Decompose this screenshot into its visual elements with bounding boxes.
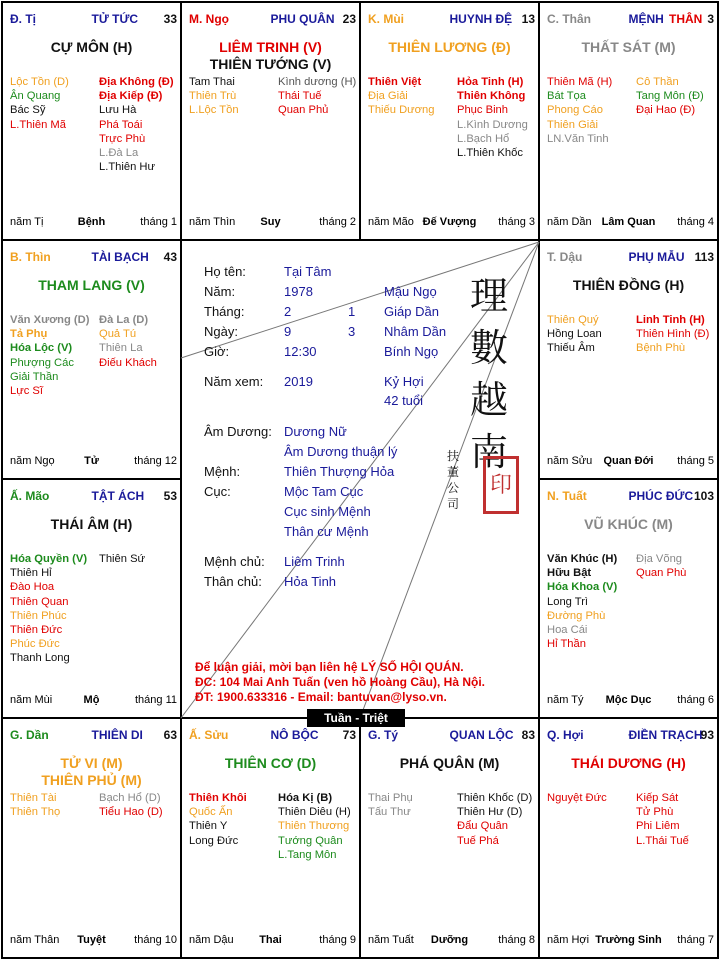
truong-sinh-stage: Quan Đới [603, 455, 654, 467]
palace-cell [181, 2, 360, 240]
left-stars [547, 75, 612, 146]
right-stars [99, 75, 174, 174]
minor-star: Thiên Hỉ [10, 567, 52, 580]
hour-can-chi: Bính Ngọ [384, 344, 439, 359]
minor-star: Phục Binh [457, 104, 508, 117]
minor-star: L.Lộc Tồn [189, 104, 239, 117]
minor-star: Tử Phù [636, 806, 674, 819]
main-star: THIÊN PHỦ (M) [41, 772, 142, 788]
palace-header [360, 728, 539, 748]
month-value-lunar: 1 [348, 304, 356, 319]
dai-van-number: 33 [163, 12, 177, 26]
minor-star: Bạch Hổ (D) [99, 792, 161, 804]
red-seal-stamp [483, 456, 519, 514]
minor-star: Quả Tú [99, 328, 137, 341]
menh-chu-label: Mệnh chủ: [204, 554, 265, 569]
left-stars [547, 791, 607, 805]
minor-star: Hữu Bật [547, 567, 592, 580]
cuc-note: Cục sinh Mệnh [284, 504, 371, 519]
palace-cell [539, 2, 718, 240]
dai-van-number: 113 [694, 250, 714, 264]
minor-star: Hoa Cái [547, 624, 588, 637]
minor-star: Lưu Hà [99, 104, 137, 117]
palace-label: QUAN LỘC [449, 728, 514, 742]
right-stars [99, 552, 145, 566]
main-star: TỬ VI (M) [60, 755, 123, 771]
minor-star: Tuế Phá [457, 834, 499, 847]
minor-star: Hóa Khoa (V) [547, 581, 618, 594]
minor-star: L.Thiên Khốc [457, 147, 523, 160]
palace-header [2, 728, 181, 748]
left-stars [368, 75, 434, 118]
left-stars [10, 552, 87, 666]
main-star: THAM LANG (V) [38, 277, 145, 293]
minor-star: Hóa Kị (B) [278, 792, 333, 804]
can-chi: N. Tuất [547, 489, 587, 503]
main-stars [2, 39, 181, 56]
palace-label: HUYNH ĐỆ [449, 12, 513, 26]
right-stars [457, 75, 528, 160]
minor-star: Thiên Hư (D) [457, 806, 523, 819]
palace-year: năm Mão [368, 216, 414, 228]
palace-year: năm Dần [547, 216, 592, 228]
palace-label: NÔ BỘC [270, 728, 319, 742]
palace-label: MỆNH [628, 12, 664, 26]
palace-label: TÀI BẠCH [91, 250, 149, 264]
minor-star: Bác Sỹ [10, 104, 46, 117]
main-stars [539, 39, 718, 56]
minor-star: Thiên Y [189, 820, 228, 833]
left-stars [189, 75, 239, 118]
right-stars [457, 791, 532, 848]
dai-van-number: 13 [521, 12, 535, 26]
day-label: Ngày: [204, 324, 238, 339]
minor-star: Đẩu Quân [457, 820, 508, 833]
main-stars [539, 755, 718, 772]
palace-month: tháng 5 [677, 455, 714, 467]
minor-star: Điếu Khách [99, 356, 157, 369]
palace-footer [360, 934, 539, 948]
am-duong-label: Âm Dương: [204, 424, 272, 439]
minor-star: Giải Thần [10, 370, 59, 383]
right-stars [99, 313, 157, 370]
minor-star: L.Thái Tuế [636, 834, 689, 847]
minor-star: Thiên Đức [10, 624, 63, 637]
palace-year: năm Hợi [547, 934, 590, 946]
minor-star: Thái Tuế [278, 90, 322, 103]
palace-month: tháng 2 [319, 216, 356, 228]
than-chu-value: Hỏa Tinh [284, 574, 337, 589]
main-star: THIÊN TƯỚNG (V) [209, 56, 332, 72]
minor-star: Tả Phụ [10, 328, 48, 341]
hour-label: Giờ: [204, 344, 230, 359]
dai-van-number: 53 [163, 489, 177, 503]
minor-star: Tiểu Hao (D) [99, 806, 163, 819]
main-stars [2, 516, 181, 533]
cuc-label: Cục: [204, 484, 231, 499]
contact-line: Để luận giải, mời bạn liên hệ LÝ SỐ HỘI QUÁN. [195, 660, 464, 674]
palace-month: tháng 8 [498, 934, 535, 946]
age-value: 42 tuổi [384, 393, 424, 408]
year-label: Năm: [204, 284, 236, 299]
minor-star: Hóa Lộc (V) [10, 342, 73, 355]
main-stars [539, 516, 718, 533]
minor-star: Quốc Ấn [189, 806, 233, 819]
palace-header [2, 12, 181, 32]
main-stars [181, 755, 360, 772]
palace-footer [2, 455, 181, 469]
minor-star: Quan Phù [636, 567, 687, 580]
cuc-value: Mộc Tam Cục [284, 484, 364, 499]
minor-star: L.Thiên Mã [10, 118, 66, 131]
palace-month: tháng 9 [319, 934, 356, 946]
minor-star: L.Bạch Hổ [457, 132, 510, 145]
minor-star: Thiên La [99, 342, 143, 355]
palace-cell [2, 479, 181, 718]
left-stars [10, 791, 60, 819]
palace-footer [2, 934, 181, 948]
view-year-can-chi: Kỷ Hợi [384, 374, 424, 389]
truong-sinh-stage: Tuyệt [77, 934, 106, 946]
palace-year: năm Tý [547, 694, 584, 706]
palace-month: tháng 7 [677, 934, 714, 946]
palace-year: năm Thìn [189, 216, 236, 228]
palace-month: tháng 4 [677, 216, 714, 228]
palace-header [539, 12, 718, 32]
palace-label: ĐIỀN TRẠCH [628, 728, 703, 742]
minor-star: Hóa Quyền (V) [10, 553, 88, 565]
palace-footer [2, 216, 181, 230]
right-stars [636, 75, 704, 118]
minor-star: Thiên Thọ [10, 806, 61, 819]
minor-star: Thiên Sứ [99, 553, 146, 565]
minor-star: Phi Liêm [636, 820, 680, 833]
minor-star: Kiếp Sát [636, 792, 679, 804]
main-star: THÁI ÂM (H) [50, 516, 133, 532]
view-year-value: 2019 [284, 374, 313, 389]
name-label: Họ tên: [204, 264, 246, 279]
minor-star: Ân Quang [10, 90, 61, 103]
minor-star: Tướng Quân [278, 834, 343, 847]
minor-star: Thiên Việt [368, 76, 422, 88]
right-stars [278, 75, 356, 118]
minor-star: Văn Xương (D) [10, 314, 90, 326]
truong-sinh-stage: Đế Vượng [422, 216, 477, 228]
minor-star: Địa Kiếp (Đ) [99, 90, 163, 103]
truong-sinh-stage: Dưỡng [430, 934, 469, 946]
truong-sinh-stage: Tử [84, 455, 99, 467]
can-chi: Ấ. Mão [10, 489, 50, 503]
palace-label: TẬT ÁCH [91, 489, 145, 503]
right-stars [278, 791, 351, 862]
minor-star: Thiên Hình (Đ) [636, 328, 710, 341]
minor-star: Hỉ Thần [547, 638, 586, 651]
minor-star: Thiên Khốc (D) [457, 792, 533, 804]
am-duong-note: Âm Dương thuận lý [284, 444, 398, 459]
left-stars [547, 552, 617, 651]
main-stars [2, 755, 181, 789]
palace-month: tháng 3 [498, 216, 535, 228]
dai-van-number: 3 [707, 12, 714, 26]
minor-star: Thiên Diêu (H) [278, 806, 351, 819]
palace-cell [539, 479, 718, 718]
minor-star: Thiên Khôi [189, 792, 247, 804]
minor-star: Đường Phù [547, 609, 606, 622]
than-chu-label: Thân chủ: [204, 574, 262, 589]
minor-star: LN.Văn Tinh [547, 132, 609, 145]
minor-star: Lực Sĩ [10, 385, 43, 398]
palace-year: năm Tị [10, 216, 44, 228]
menh-value: Thiên Thượng Hỏa [284, 464, 395, 479]
palace-year: năm Dậu [189, 934, 234, 946]
palace-month: tháng 12 [134, 455, 177, 467]
left-stars [547, 313, 602, 356]
minor-star: Thiên Mã (H) [547, 76, 613, 88]
palace-header [360, 12, 539, 32]
minor-star: Thiên Tài [10, 792, 57, 804]
main-stars [539, 277, 718, 294]
right-stars [99, 791, 163, 819]
dai-van-number: 73 [342, 728, 356, 742]
can-chi: K. Mùi [368, 12, 404, 26]
main-star: THIÊN CƠ (D) [224, 755, 317, 771]
palace-month: tháng 11 [134, 694, 177, 706]
truong-sinh-stage: Thai [259, 934, 282, 946]
can-chi: Ấ. Sửu [189, 728, 229, 742]
minor-star: Thiên Không [457, 90, 526, 103]
minor-star: Bệnh Phù [636, 342, 686, 355]
left-stars [10, 313, 89, 398]
palace-cell [181, 718, 360, 958]
palace-header [539, 728, 718, 748]
palace-footer [181, 216, 360, 230]
calligraphy-subtext: 扶董公司 [447, 449, 460, 511]
palace-cell [539, 718, 718, 958]
than-marker: THÂN [669, 12, 703, 26]
minor-star: Đại Hao (Đ) [636, 104, 696, 117]
main-star: THIÊN ĐỒNG (H) [572, 277, 685, 293]
main-stars [360, 755, 539, 772]
minor-star: Hỏa Tinh (H) [457, 76, 524, 88]
dai-van-number: 83 [521, 728, 535, 742]
minor-star: L.Kình Dương [457, 118, 528, 131]
calligraphy-logo: 理數越南 [470, 274, 509, 474]
seal-text: 印 [489, 472, 512, 497]
minor-star: Thanh Long [10, 652, 70, 665]
can-chi: Đ. Tị [10, 12, 36, 26]
can-chi: B. Thìn [10, 250, 51, 264]
contact-line: ĐC: 104 Mai Anh Tuấn (ven hồ Hoàng Cầu), Hà Nội. [195, 675, 486, 689]
palace-year: năm Mùi [10, 694, 53, 706]
truong-sinh-stage: Trường Sinh [595, 934, 662, 946]
can-chi: Q. Hợi [547, 728, 584, 742]
minor-star: Văn Khúc (H) [547, 553, 618, 565]
minor-star: Đà La (D) [99, 314, 149, 326]
minor-star: Kình dương (H) [278, 76, 357, 88]
minor-star: Long Trì [547, 595, 589, 608]
name-value: Tại Tâm [284, 264, 332, 279]
can-chi: G. Dần [10, 728, 49, 742]
dai-van-number: 93 [700, 728, 714, 742]
main-star: THÁI DƯƠNG (H) [571, 755, 686, 771]
palace-label: PHÚC ĐỨC [628, 489, 694, 503]
than-cu-note: Thân cư Mệnh [284, 524, 369, 539]
minor-star: Thai Phụ [368, 792, 413, 804]
minor-star: Phá Toái [99, 118, 143, 131]
main-stars [2, 277, 181, 294]
day-value: 9 [284, 324, 292, 339]
contact-line: ĐT: 1900.633316 - Email: bantuvan@lyso.vn. [195, 690, 447, 704]
minor-star: Bát Tọa [547, 90, 586, 103]
minor-star: Trực Phù [99, 132, 146, 145]
palace-header [539, 250, 718, 270]
main-stars [360, 39, 539, 56]
minor-star: Thiếu Dương [368, 104, 435, 117]
minor-star: L.Tang Môn [278, 848, 337, 861]
minor-star: Địa Võng [636, 553, 683, 565]
palace-month: tháng 10 [134, 934, 177, 946]
minor-star: Thiên Phúc [10, 609, 67, 622]
palace-month: tháng 6 [677, 694, 714, 706]
palace-year: năm Ngọ [10, 455, 55, 467]
palace-footer [181, 934, 360, 948]
main-star: PHÁ QUÂN (M) [399, 755, 500, 771]
right-stars [636, 313, 709, 356]
can-chi: G. Tý [368, 728, 399, 742]
minor-star: Thiên Giải [547, 118, 598, 131]
palace-footer [539, 455, 718, 469]
minor-star: Địa Giải [368, 90, 408, 103]
palace-label: PHỤ MẪU [628, 250, 685, 264]
minor-star: Thiếu Âm [547, 342, 595, 355]
minor-star: Hồng Loan [547, 328, 602, 341]
can-chi: C. Thân [547, 12, 591, 26]
palace-footer [539, 934, 718, 948]
tuan-triet-badge: Tuần - Triệt [307, 709, 405, 727]
dai-van-number: 63 [163, 728, 177, 742]
dai-van-number: 43 [163, 250, 177, 264]
palace-header [181, 12, 360, 32]
minor-star: L.Đà La [99, 147, 139, 160]
palace-header [539, 489, 718, 509]
day-can-chi: Nhâm Dần [384, 324, 447, 339]
left-stars [189, 791, 247, 848]
contact-info [195, 660, 485, 705]
dai-van-number: 103 [693, 489, 714, 503]
main-star: THIÊN LƯƠNG (Đ) [388, 39, 511, 55]
right-stars [636, 552, 686, 580]
palace-header [2, 489, 181, 509]
hour-value: 12:30 [284, 344, 317, 359]
month-can-chi: Giáp Dần [384, 304, 439, 319]
main-stars [181, 39, 360, 73]
truong-sinh-stage: Lâm Quan [601, 216, 656, 228]
left-stars [368, 791, 413, 819]
palace-label: TỬ TỨC [91, 12, 139, 26]
palace-header [181, 728, 360, 748]
palace-cell [360, 718, 539, 958]
can-chi: T. Dậu [547, 250, 583, 264]
palace-cell [2, 2, 181, 240]
palace-year: năm Sửu [547, 455, 593, 467]
day-value-lunar: 3 [348, 324, 356, 339]
minor-star: Thiên Thương [278, 820, 350, 833]
main-star: VŨ KHÚC (M) [584, 516, 673, 532]
minor-star: Đào Hoa [10, 581, 55, 594]
minor-star: Lộc Tồn (D) [10, 76, 69, 88]
main-star: THẤT SÁT (M) [581, 39, 676, 55]
minor-star: Tấu Thư [368, 806, 411, 819]
truong-sinh-stage: Bệnh [77, 216, 106, 228]
am-duong-value: Dương Nữ [284, 424, 347, 439]
month-value: 2 [284, 304, 292, 319]
palace-year: năm Tuất [368, 934, 414, 946]
minor-star: Cô Thần [636, 76, 679, 88]
minor-star: Phong Cáo [547, 104, 603, 117]
right-stars [636, 791, 689, 848]
can-chi: M. Ngọ [189, 12, 229, 26]
minor-star: Long Đức [189, 834, 239, 847]
truong-sinh-stage: Mộc Dục [605, 694, 652, 706]
palace-footer [360, 216, 539, 230]
minor-star: Tam Thai [189, 76, 235, 88]
palace-footer [539, 216, 718, 230]
minor-star: Nguyệt Đức [547, 792, 607, 804]
minor-star: Thiên Quan [10, 595, 69, 608]
view-year-label: Năm xem: [204, 374, 264, 389]
minor-star: Quan Phủ [278, 104, 329, 117]
palace-cell [2, 718, 181, 958]
palace-label: PHU QUÂN [270, 12, 335, 26]
truong-sinh-stage: Suy [260, 216, 281, 228]
minor-star: Địa Không (Đ) [99, 76, 174, 88]
minor-star: Thiên Trù [189, 90, 237, 103]
palace-year: năm Thân [10, 934, 60, 946]
palace-label: THIÊN DI [91, 728, 143, 742]
year-value: 1978 [284, 284, 313, 299]
palace-footer [539, 694, 718, 708]
minor-star: Phúc Đức [10, 638, 60, 651]
palace-cell [360, 2, 539, 240]
palace-cell [2, 240, 181, 479]
minor-star: Linh Tinh (H) [636, 314, 705, 326]
minor-star: Thiên Quý [547, 314, 599, 326]
palace-header [2, 250, 181, 270]
menh-label: Mệnh: [204, 464, 241, 479]
minor-star: L.Thiên Hư [99, 161, 155, 174]
main-star: LIÊM TRINH (V) [219, 39, 322, 55]
minor-star: Tang Môn (Đ) [636, 90, 704, 103]
year-can-chi: Mậu Ngọ [384, 284, 437, 299]
month-label: Tháng: [204, 304, 245, 319]
left-stars [10, 75, 69, 132]
main-star: CỰ MÔN (H) [50, 39, 133, 55]
truong-sinh-stage: Mộ [83, 694, 100, 706]
dai-van-number: 23 [342, 12, 356, 26]
palace-cell [539, 240, 718, 479]
minor-star: Phượng Các [10, 356, 74, 369]
menh-chu-value: Liêm Trinh [284, 554, 345, 569]
palace-month: tháng 1 [140, 216, 177, 228]
palace-footer [2, 694, 181, 708]
